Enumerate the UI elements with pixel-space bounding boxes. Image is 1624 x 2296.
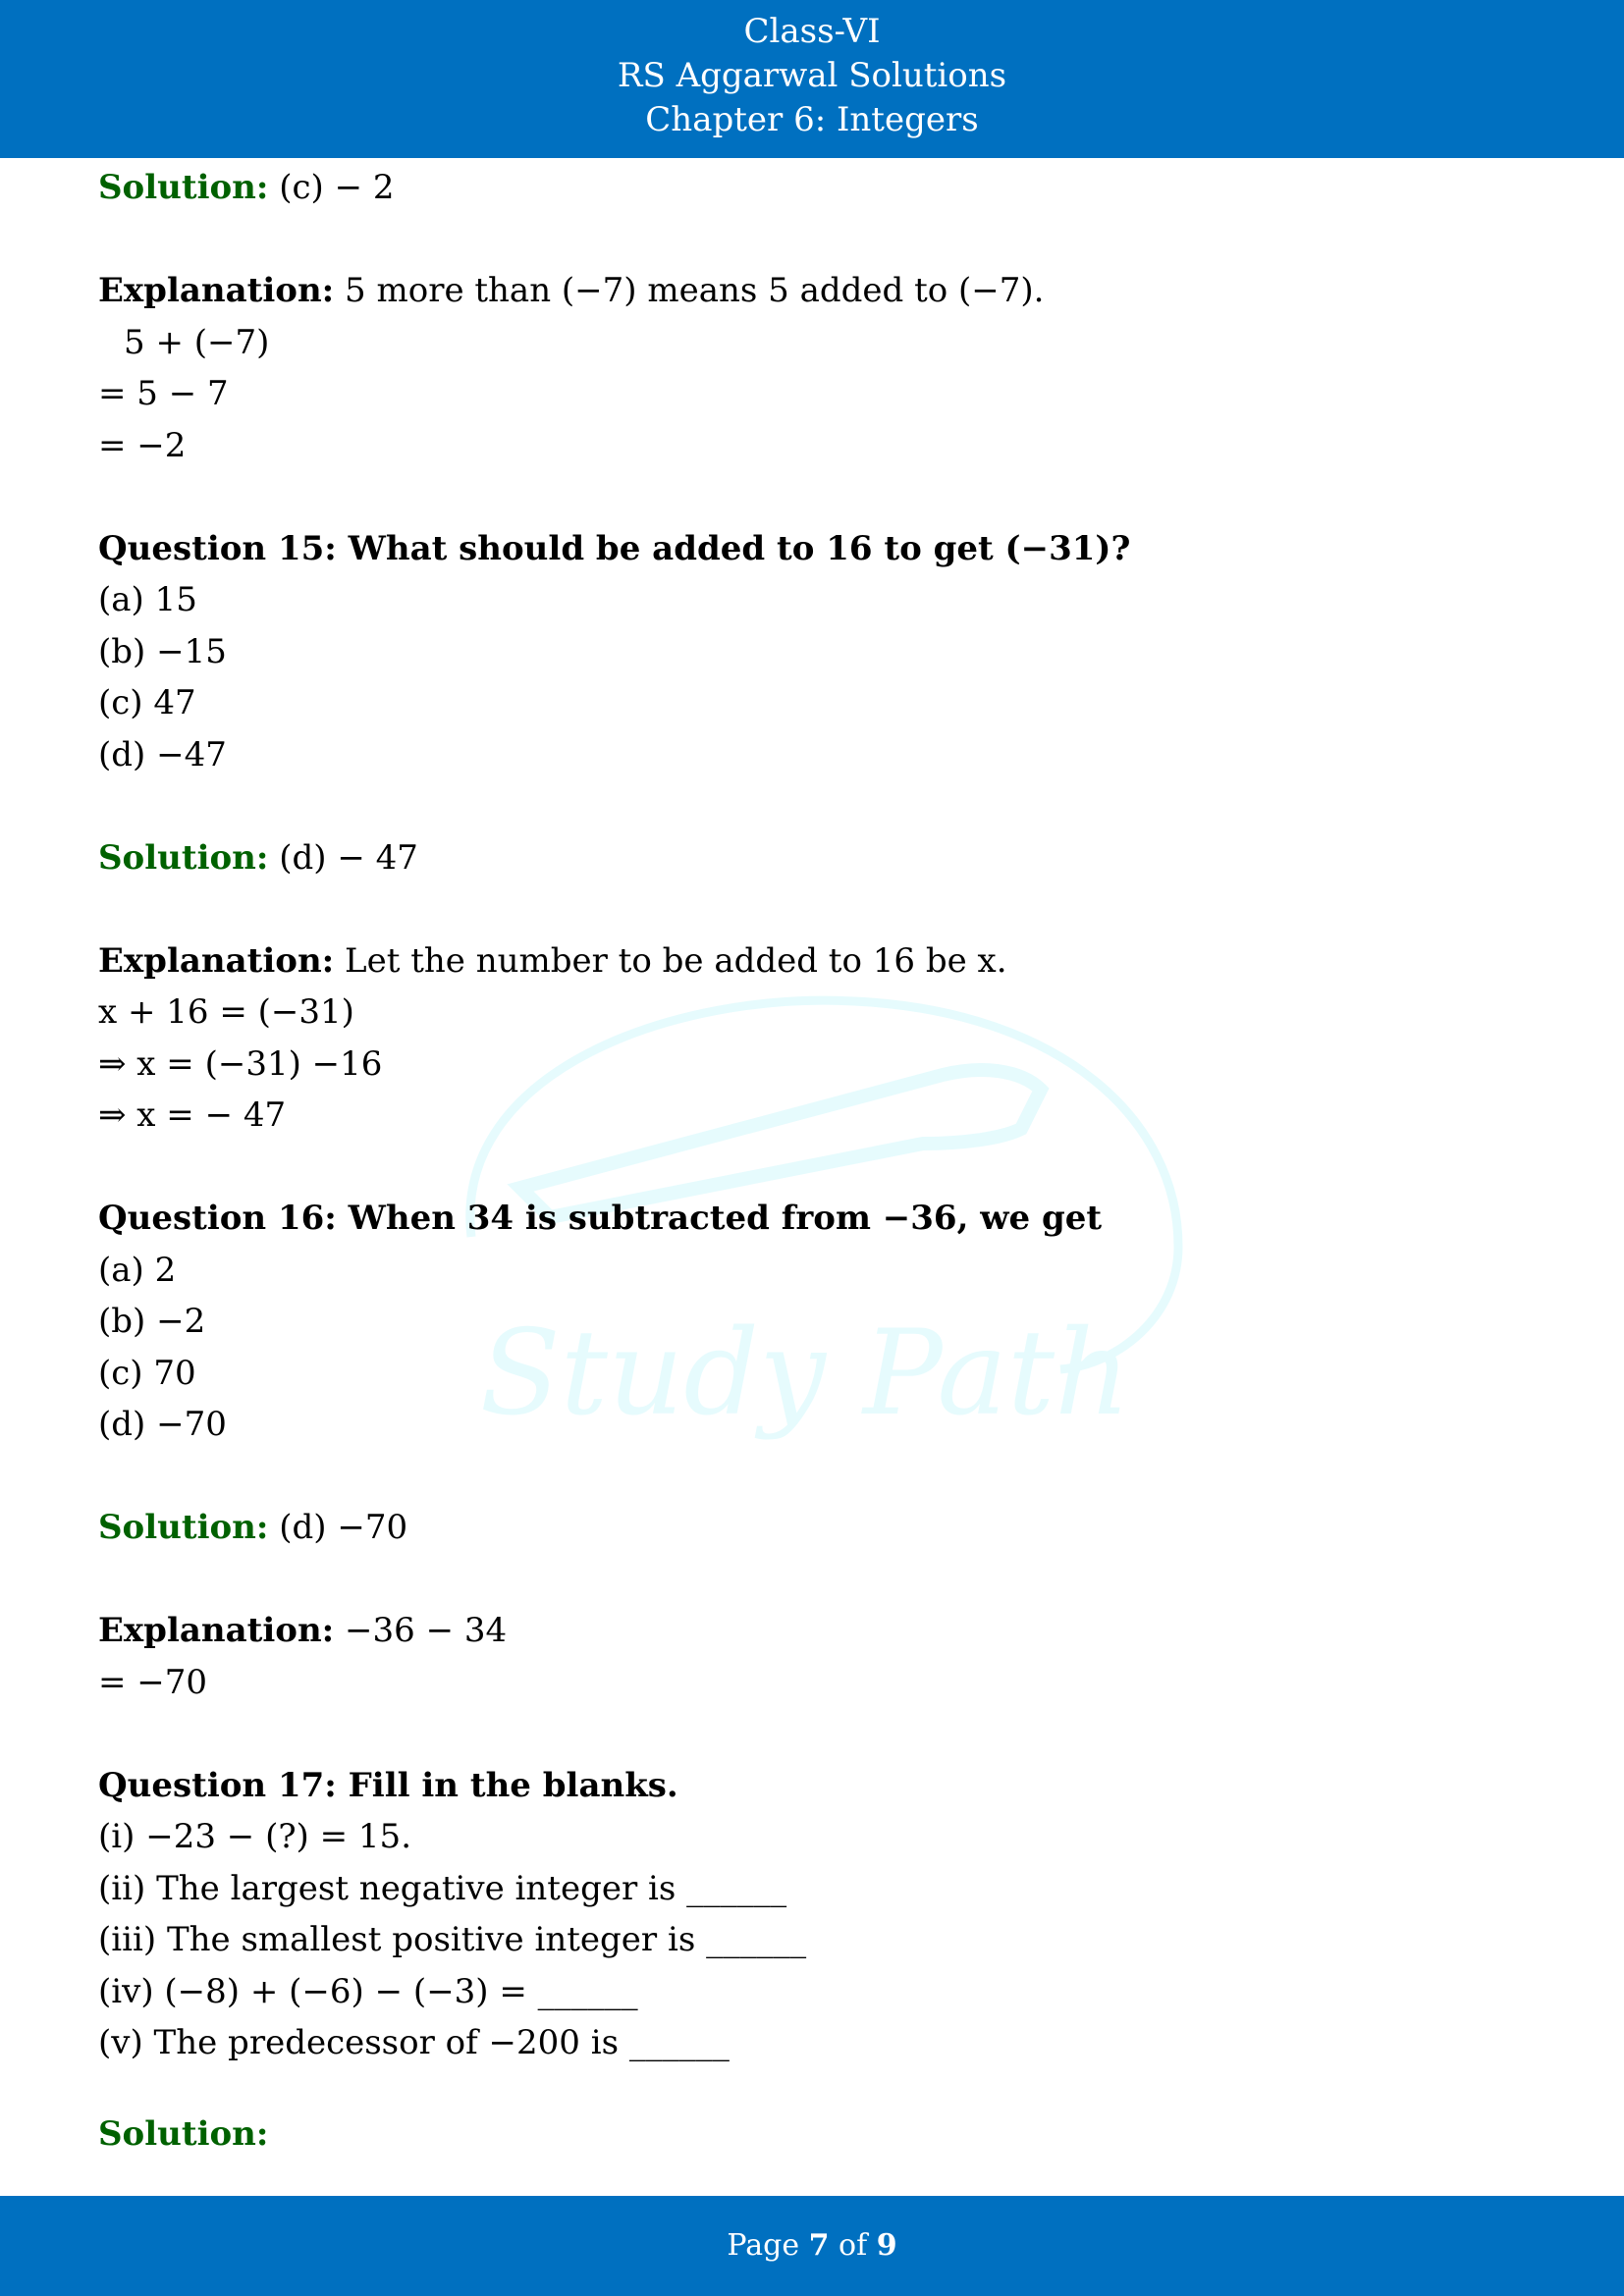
question-16: Question 16: When 34 is subtracted from −36, we get — [98, 1199, 1103, 1238]
math-step: ⇒ x = (−31) −16 — [98, 1043, 383, 1084]
math-step: x + 16 = (−31) — [98, 992, 354, 1032]
math-step: ⇒ x = − 47 — [98, 1095, 287, 1135]
solution-label: Solution: — [98, 168, 269, 207]
option-a: (a) 2 — [98, 1250, 177, 1290]
question-15: Question 15: What should be added to 16 to get (−31)? — [98, 528, 1131, 568]
page-prefix: Page — [727, 2228, 809, 2263]
watermark-text: Study Path — [479, 1306, 1131, 1442]
header-chapter: Chapter 6: Integers — [645, 100, 979, 139]
option-a: (a) 15 — [98, 580, 197, 619]
explanation-q15 — [98, 935, 1532, 988]
solution-answer: (d) − 47 — [268, 837, 418, 878]
explanation-label: Explanation: — [98, 940, 335, 981]
blank-item-v: (v) The predecessor of −200 is ______ — [98, 2023, 730, 2062]
option-c: (c) 70 — [98, 1353, 196, 1393]
solution-label: Solution: — [98, 1508, 269, 1547]
explanation-q16 — [98, 1605, 1532, 1657]
page-footer — [0, 2196, 1624, 2296]
explanation-q14 — [98, 265, 1532, 317]
option-d: (d) −70 — [98, 1405, 227, 1444]
page-header — [0, 0, 1624, 158]
page-of: of — [829, 2228, 877, 2263]
solution-q17 — [98, 2109, 1532, 2161]
solution-answer: (d) −70 — [268, 1508, 408, 1547]
option-c: (c) 47 — [98, 683, 196, 722]
header-book-title: RS Aggarwal Solutions — [617, 56, 1007, 95]
solution-label: Solution: — [98, 837, 269, 878]
page-content — [98, 162, 1532, 2160]
solution-q15 — [98, 832, 1532, 884]
explanation-label: Explanation: — [98, 271, 335, 310]
blank-item-iii: (iii) The smallest positive integer is ______ — [98, 1920, 807, 1959]
page-current: 7 — [808, 2228, 830, 2263]
explanation-text: −36 − 34 — [334, 1611, 508, 1650]
question-17: Question 17: Fill in the blanks. — [98, 1765, 678, 1805]
option-b: (b) −15 — [98, 631, 227, 671]
header-class: Class-VI — [743, 12, 881, 51]
option-d: (d) −47 — [98, 734, 227, 774]
blank-item-i: (i) −23 − (?) = 15. — [98, 1817, 411, 1856]
solution-answer: (c) − 2 — [268, 168, 395, 207]
explanation-text: Let the number to be added to 16 be x. — [334, 940, 1007, 981]
math-step: 5 + (−7) — [124, 322, 270, 362]
blank-item-iv: (iv) (−8) + (−6) − (−3) = ______ — [98, 1971, 638, 2011]
option-b: (b) −2 — [98, 1302, 206, 1341]
math-step: = −2 — [98, 425, 187, 465]
math-step: = −70 — [98, 1662, 208, 1702]
math-step: = 5 − 7 — [98, 374, 229, 413]
solution-q14 — [98, 162, 1532, 214]
solution-label: Solution: — [98, 2113, 269, 2154]
blank-item-ii: (ii) The largest negative integer is ______ — [98, 1868, 787, 1908]
solution-q16 — [98, 1502, 1532, 1554]
explanation-text: 5 more than (−7) means 5 added to (−7). — [334, 271, 1045, 310]
explanation-label: Explanation: — [98, 1611, 335, 1650]
page-total: 9 — [876, 2228, 897, 2263]
